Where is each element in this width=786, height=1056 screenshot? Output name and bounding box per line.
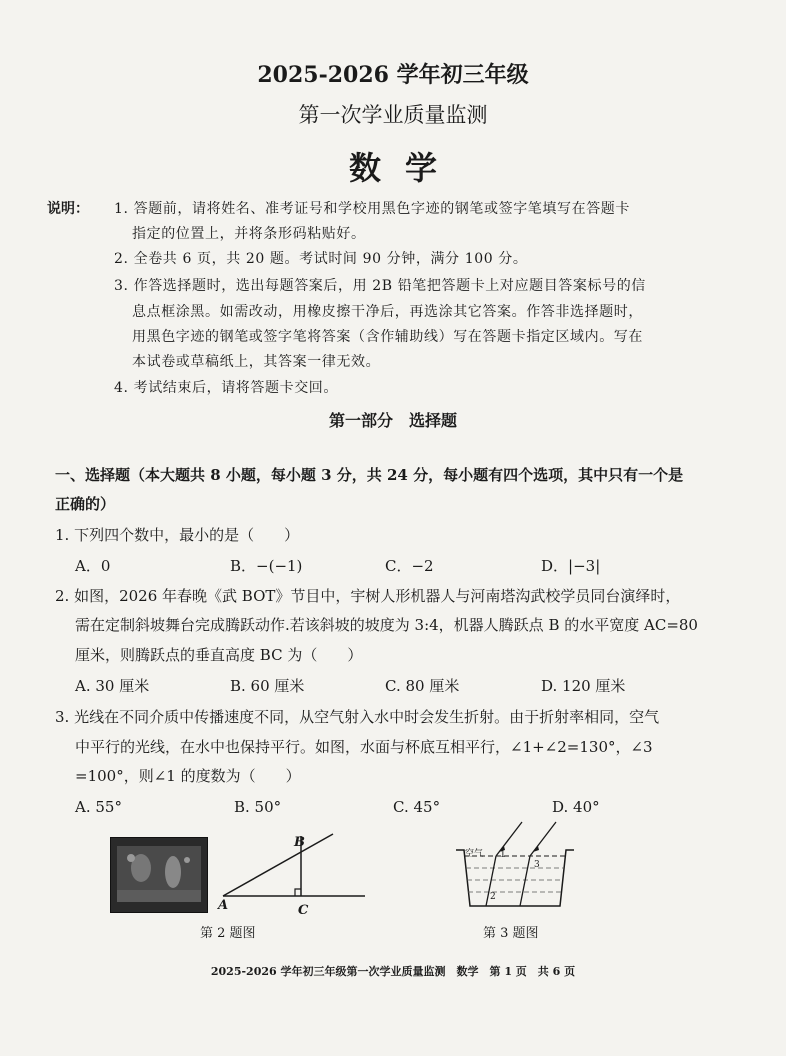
q2-option-b: B. 60 厘米 bbox=[230, 677, 305, 695]
note-line: 4. 考试结束后，请将答题卡交回。 bbox=[114, 380, 339, 396]
part-heading: 一、选择题（本大题共 8 小题，每小题 3 分，共 24 分，每小题有四个选项，其中只有一个是 bbox=[55, 466, 684, 484]
note-line: 指定的位置上，并将条形码粘贴好。 bbox=[132, 226, 366, 242]
q2-option-a: A. 30 厘米 bbox=[75, 677, 150, 695]
question-2-stem: 2. 如图，2026 年春晚《武 BOT》节目中，宇树人形机器人与河南塔沟武校学员同台演绎时， bbox=[55, 587, 681, 605]
exam-year-title: 2025-2026 学年初三年级 bbox=[257, 62, 529, 88]
question-1-stem: 1. 下列四个数中，最小的是（ ） bbox=[55, 526, 300, 544]
q1-option-a: A．0 bbox=[75, 557, 111, 575]
q3-option-c: C. 45° bbox=[393, 798, 441, 816]
photo-scene-icon bbox=[111, 838, 207, 912]
angle-2-label: 2 bbox=[490, 892, 496, 902]
note-line: 3. 作答选择题时，选出每题答案后，用 2B 铅笔把答题卡上对应题目答案标号的信 bbox=[114, 278, 646, 294]
angle-1-label: 1 bbox=[500, 850, 506, 860]
question-3-stem: 3. 光线在不同介质中传播速度不同，从空气射入水中时会发生折射。由于折射率相同，空气 bbox=[55, 708, 660, 726]
q3-option-b: B. 50° bbox=[234, 798, 282, 816]
q1-option-c: C．−2 bbox=[385, 557, 434, 575]
q1-option-d: D．|−3| bbox=[541, 557, 601, 575]
q2-option-d: D. 120 厘米 bbox=[541, 677, 626, 695]
refraction-cup-figure bbox=[452, 820, 582, 910]
air-label: 空气 bbox=[465, 849, 484, 859]
page-footer: 2025-2026 学年初三年级第一次学业质量监测 数学 第 1 页 共 6 页 bbox=[210, 965, 576, 978]
robot-stage-photo bbox=[110, 837, 208, 913]
question-2-stem-cont: 需在定制斜坡舞台完成腾跃动作.若该斜坡的坡度为 3:4，机器人腾跃点 B 的水平宽度 AC=80 bbox=[75, 616, 698, 634]
part-heading-cont: 正确的） bbox=[55, 495, 116, 513]
question-3-stem-cont: 中平行的光线，在水中也保持平行。如图，水面与杯底互相平行，∠1+∠2=130°，∠3 bbox=[75, 738, 653, 756]
note-line: 息点框涂黑。如需改动，用橡皮擦干净后，再选涂其它答案。作答非选择题时， bbox=[132, 304, 643, 320]
question-2-stem-cont: 厘米，则腾跃点的垂直高度 BC 为（ ） bbox=[75, 646, 363, 664]
question-3-stem-cont: =100°，则∠1 的度数为（ ） bbox=[75, 767, 301, 785]
note-line: 1. 答题前，请将姓名、准考证号和学校用黑色字迹的钢笔或签字笔填写在答题卡 bbox=[114, 201, 631, 217]
note-line: 2. 全卷共 6 页，共 20 题。考试时间 90 分钟，满分 100 分。 bbox=[114, 251, 528, 267]
point-c-label: C bbox=[298, 903, 309, 918]
q2-option-c: C. 80 厘米 bbox=[385, 677, 460, 695]
q3-option-d: D. 40° bbox=[552, 798, 600, 816]
figure-2-caption: 第 2 题图 bbox=[200, 926, 256, 941]
angle-3-label: 3 bbox=[534, 860, 540, 870]
subject-title: 数学 bbox=[348, 149, 461, 187]
exam-name-title: 第一次学业质量监测 bbox=[298, 103, 488, 127]
point-a-label: A bbox=[218, 898, 229, 913]
q1-option-b: B．−(−1) bbox=[230, 557, 303, 575]
figure-3-caption: 第 3 题图 bbox=[483, 926, 539, 941]
section-title: 第一部分 选择题 bbox=[328, 411, 457, 430]
notes-label: 说明： bbox=[47, 201, 89, 217]
note-line: 用黑色字迹的钢笔或签字笔将答案（含作辅助线）写在答题卡指定区域内。写在 bbox=[132, 329, 643, 345]
point-b-label: B bbox=[294, 835, 305, 850]
note-line: 本试卷或草稿纸上，其答案一律无效。 bbox=[132, 354, 381, 370]
q3-option-a: A. 55° bbox=[75, 798, 122, 816]
